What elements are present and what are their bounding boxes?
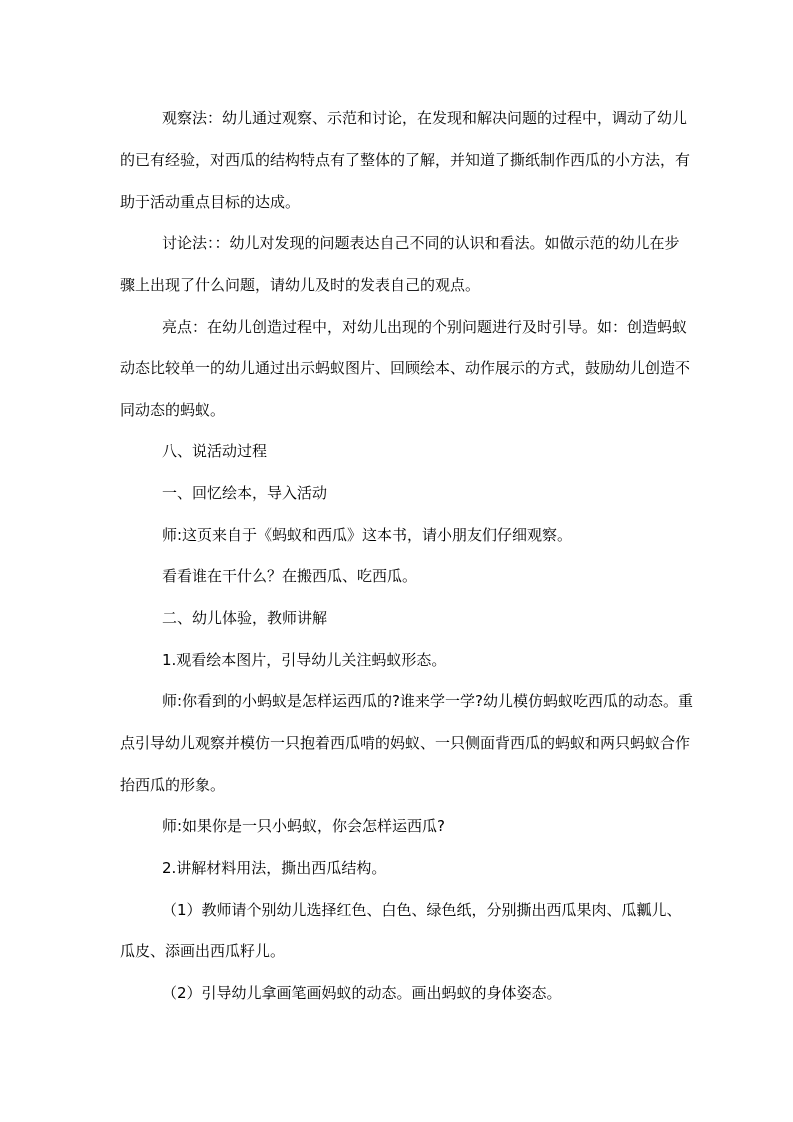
text-line: 助于活动重点目标的达成。 (120, 193, 301, 211)
text-line: 师:你看到的小蚂蚁是怎样运西瓜的?谁来学一学?幼儿模仿蚂蚁吃西瓜的动态。重 (162, 692, 693, 710)
text-line: 的已有经验，对西瓜的结构特点有了整体的了解，并知道了撕纸制作西瓜的小方法，有 (120, 151, 691, 169)
section-heading-recall-picture-book: 一、回忆绘本，导入活动 (162, 484, 328, 502)
text-line-step-2: 2.讲解材料用法，撕出西瓜结构。 (162, 859, 387, 877)
text-line-observation-method: 观察法：幼儿通过观察、示范和讨论，在发现和解决问题的过程中，调动了幼儿 (162, 109, 688, 127)
text-line-step-1: 1.观看绘本图片，引导幼儿关注蚂蚁形态。 (162, 651, 447, 669)
text-line: 瓜皮、添画出西瓜籽儿。 (120, 942, 286, 960)
section-heading-activity-process: 八、说活动过程 (162, 442, 268, 460)
text-line-discussion-method: 讨论法：：幼儿对发现的问题表达自己不同的认识和看法。如做示范的幼儿在步 (162, 234, 680, 252)
text-line: 点引导幼儿观察并模仿一只抱着西瓜啃的妈蚁、一只侧面背西瓜的蚂蚁和两只蚂蚁合作 (120, 734, 691, 752)
text-line-highlight: 亮点：在幼儿创造过程中，对幼儿出现的个别问题进行及时引导。如：创造蚂蚁 (162, 318, 688, 336)
text-line: 师:这页来自于《蚂蚁和西瓜》这本书，请小朋友们仔细观察。 (162, 526, 573, 544)
text-line-substep-2: （2）引导幼儿拿画笔画妈蚁的动态。画出蚂蚁的身体姿态。 (162, 984, 562, 1002)
text-line: 师:如果你是一只小蚂蚁，你会怎样运西瓜? (162, 817, 446, 835)
text-line: 骤上出现了什么问题，请幼儿及时的发表自己的观点。 (120, 276, 481, 294)
text-line: 同动态的蚂蚁。 (120, 401, 226, 419)
section-heading-child-experience: 二、幼儿体验，教师讲解 (162, 609, 328, 627)
text-line: 抬西瓜的形象。 (120, 776, 226, 794)
text-line: 看看谁在干什么？在搬西瓜、吃西瓜。 (162, 567, 418, 585)
text-line-substep-1: （1）教师请个别幼儿选择红色、白色、绿色纸，分别撕出西瓜果肉、瓜瓤儿、 (162, 901, 682, 919)
text-line: 动态比较单一的幼儿通过出示蚂蚁图片、回顾绘本、动作展示的方式，鼓励幼儿创造不 (120, 359, 691, 377)
